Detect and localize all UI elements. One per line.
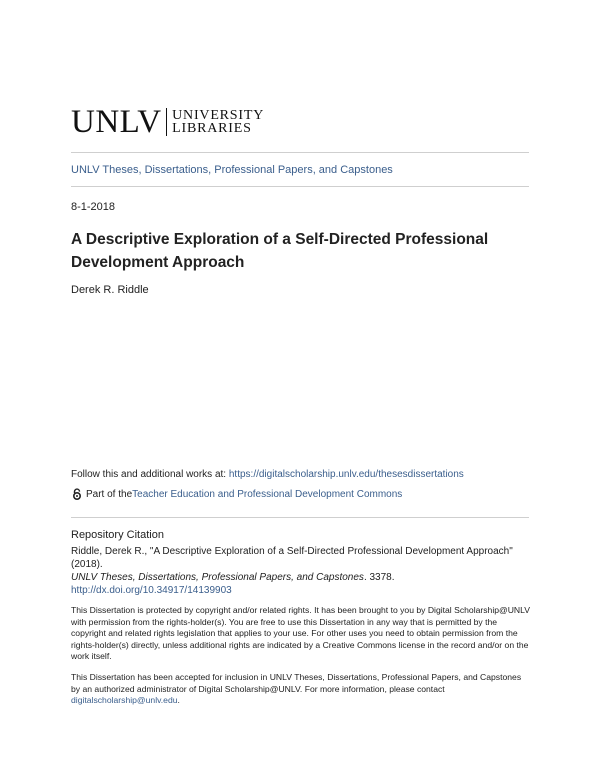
- logo-line-university: UNIVERSITY: [172, 108, 265, 123]
- collection-url-link[interactable]: https://digitalscholarship.unlv.edu/thesesdissertations: [228, 469, 464, 480]
- rights-paragraph: This Dissertation is protected by copyright and/or related rights. It has been brought to you by Digital Scholarship@UNLV with permission from the rights-holder(s). You are free to use this Dissertation in any way that is permitted by the copyright and related rights legislation that applies to your use. For other uses you need to obtain permission from the rights-holder(s) directly, unless additional rights are indicated by a Creative Commons license in the record and/or on the work itself.: [71, 605, 531, 662]
- unlv-libraries-logo: [71, 105, 264, 139]
- acceptance-paragraph: [71, 672, 531, 707]
- citation-block: [71, 545, 531, 597]
- citation-divider: [71, 517, 529, 518]
- logo-subtitle: [172, 109, 264, 135]
- acceptance-end: .: [177, 695, 180, 706]
- logo-divider: [166, 108, 168, 136]
- part-of-line: [71, 488, 402, 500]
- follow-line: [71, 469, 464, 480]
- citation-line: Riddle, Derek R., "A Descriptive Exploration of a Self-Directed Professional Development Approach" (2018).: [71, 546, 513, 570]
- part-of-prefix: Part of the: [86, 488, 133, 500]
- contact-email-link[interactable]: digitalscholarship@unlv.edu: [71, 695, 178, 706]
- logo-line-libraries: LIBRARIES: [172, 121, 252, 136]
- logo-wordmark: UNLV: [71, 104, 162, 140]
- commons-link[interactable]: Teacher Education and Professional Development Commons: [132, 488, 403, 500]
- publication-date: 8-1-2018: [71, 201, 116, 213]
- follow-prefix: Follow this and additional works at:: [71, 469, 229, 480]
- open-access-icon: [71, 488, 83, 500]
- top-divider: [71, 152, 529, 153]
- citation-series: UNLV Theses, Dissertations, Professional Papers, and Capstones: [71, 572, 364, 583]
- acceptance-text: This Dissertation has been accepted for inclusion in UNLV Theses, Dissertations, Professional Papers, and Capstones by an authorized administrator of Digital Scholarship@UNLV. For more information, please contact: [71, 672, 522, 694]
- series-link[interactable]: UNLV Theses, Dissertations, Professional Papers, and Capstones: [71, 164, 393, 176]
- series-divider: [71, 186, 529, 187]
- citation-series-line: [71, 571, 531, 584]
- citation-heading: Repository Citation: [71, 529, 164, 541]
- doi-link[interactable]: http://dx.doi.org/10.34917/14139903: [71, 585, 232, 596]
- author-name: Derek R. Riddle: [71, 284, 149, 296]
- citation-number: . 3378.: [363, 572, 395, 583]
- document-title: A Descriptive Exploration of a Self-Directed Professional Development Approach: [71, 231, 489, 271]
